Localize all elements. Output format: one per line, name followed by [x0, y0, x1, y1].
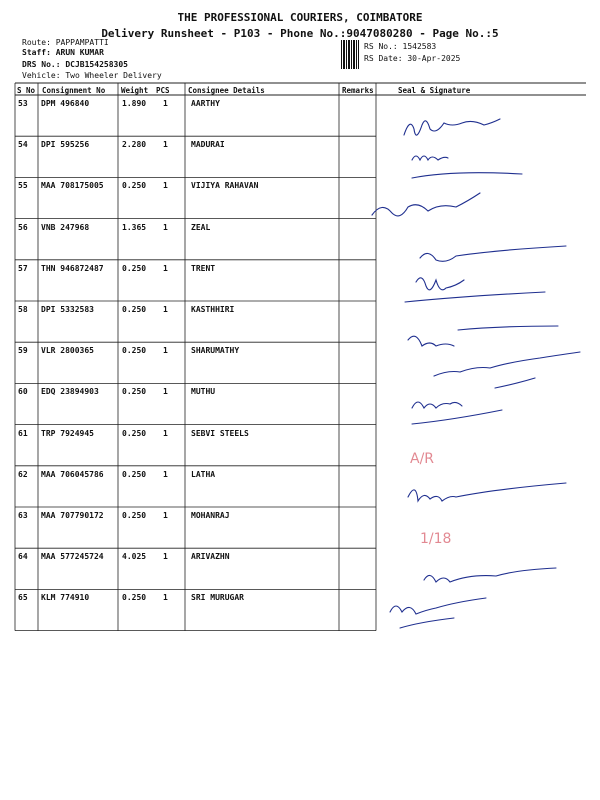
cell-weight: 0.250 [122, 428, 147, 438]
remark-stamp: 1/18 [420, 531, 452, 547]
cell-consignee: ARIVAZHN [191, 552, 230, 562]
signature-scribble [408, 326, 558, 346]
cell-pcs: 1 [163, 99, 168, 108]
cell-consignment: DPI 5332583 [41, 305, 94, 314]
cell-pcs: 1 [163, 469, 168, 479]
cell-pcs: 1 [163, 263, 168, 273]
cell-consignee: SHARUMATHY [191, 346, 240, 356]
cell-consignee: SRI MURUGAR [191, 593, 244, 603]
cell-weight: 4.025 [122, 552, 147, 562]
cell-consignee: TRENT [191, 263, 216, 273]
drs-number: DRS No.: DCJB154258305 [22, 60, 128, 69]
cell-consignee: VIJIYA RAHAVAN [191, 181, 259, 191]
cell-weight: 0.250 [122, 263, 147, 273]
cell-weight: 0.250 [122, 511, 147, 520]
cell-consignee: LATHA [191, 469, 216, 479]
cell-consignee: ZEAL [191, 222, 211, 232]
cell-consignment: MAA 707790172 [41, 511, 104, 520]
col-header-sno: S No [17, 86, 36, 95]
cell-consignment: EDQ 23894903 [41, 387, 99, 397]
signature-scribble [404, 119, 500, 135]
cell-sno: 65 [18, 593, 28, 603]
cell-consignment: MAA 708175005 [41, 181, 104, 191]
signature-scribble [390, 598, 486, 628]
signature-scribble [412, 402, 502, 424]
col-header-consignment: Consignment No [42, 86, 106, 95]
cell-sno: 60 [18, 387, 28, 397]
cell-weight: 0.250 [122, 387, 147, 397]
cell-consignee: SEBVI STEELS [191, 428, 249, 438]
staff-text: Staff: ARUN KUMAR [22, 48, 104, 57]
signature-scribble [372, 193, 480, 216]
cell-consignment: VLR 2800365 [41, 346, 94, 356]
signature-scribble [434, 352, 580, 388]
cell-sno: 55 [18, 181, 28, 191]
cell-consignment: MAA 706045786 [41, 469, 104, 479]
cell-consignment: KLM 774910 [41, 593, 90, 603]
cell-consignment: MAA 577245724 [41, 552, 104, 562]
cell-consignment: DPM 496840 [41, 99, 90, 108]
cell-consignee: MADURAI [191, 140, 225, 150]
rs-number: RS No.: 1542583 [364, 42, 437, 51]
cell-pcs: 1 [163, 181, 168, 191]
cell-sno: 57 [18, 263, 28, 273]
col-header-remarks: Remarks [342, 86, 374, 95]
cell-sno: 56 [18, 222, 28, 232]
rs-date: RS Date: 30-Apr-2025 [364, 54, 461, 63]
route-text: Route: PAPPAMPATTI [22, 38, 109, 47]
cell-sno: 61 [18, 428, 28, 438]
col-header-weight: Weight [121, 86, 149, 95]
cell-weight: 2.280 [122, 140, 147, 150]
cell-weight: 0.250 [122, 346, 147, 356]
col-header-pcs: PCS [156, 86, 170, 95]
cell-weight: 0.250 [122, 469, 147, 479]
cell-sno: 62 [18, 469, 28, 479]
cell-consignment: THN 946872487 [41, 263, 104, 273]
cell-consignee: MUTHU [191, 387, 216, 397]
cell-weight: 0.250 [122, 305, 147, 314]
cell-sno: 53 [18, 99, 28, 108]
cell-pcs: 1 [163, 222, 168, 232]
runsheet-subtitle: Delivery Runsheet - P103 - Phone No.:9047080280 - Page No.:5 [101, 27, 499, 40]
cell-sno: 59 [18, 346, 28, 356]
cell-sno: 58 [18, 305, 28, 314]
cell-consignee: KASTHHIRI [191, 305, 235, 314]
company-title: THE PROFESSIONAL COURIERS, COIMBATORE [177, 11, 423, 24]
cell-pcs: 1 [163, 140, 168, 150]
cell-consignee: MOHANRAJ [191, 511, 230, 520]
cell-weight: 1.890 [122, 99, 147, 108]
cell-pcs: 1 [163, 552, 168, 562]
cell-pcs: 1 [163, 593, 168, 603]
signature-scribble [412, 156, 522, 178]
cell-sno: 64 [18, 552, 28, 562]
col-header-consignee: Consignee Details [188, 86, 265, 95]
signature-scribble [424, 568, 556, 582]
cell-weight: 0.250 [122, 593, 147, 603]
cell-sno: 63 [18, 511, 28, 520]
cell-consignee: AARTHY [191, 99, 220, 108]
cell-pcs: 1 [163, 387, 168, 397]
cell-pcs: 1 [163, 511, 168, 520]
col-header-signature: Seal & Signature [398, 86, 471, 95]
cell-pcs: 1 [163, 428, 168, 438]
cell-consignment: VNB 247968 [41, 222, 90, 232]
cell-pcs: 1 [163, 305, 168, 314]
cell-sno: 54 [18, 140, 28, 150]
cell-pcs: 1 [163, 346, 168, 356]
remark-stamp: A/R [410, 451, 435, 467]
signature-scribble [408, 483, 566, 501]
cell-consignment: TRP 7924945 [41, 428, 94, 438]
cell-weight: 0.250 [122, 181, 147, 191]
vehicle-text: Vehicle: Two Wheeler Delivery [22, 71, 162, 80]
cell-weight: 1.365 [122, 222, 147, 232]
signature-scribble [420, 246, 566, 261]
cell-consignment: DPI 595256 [41, 140, 90, 150]
signature-scribble [405, 278, 545, 302]
